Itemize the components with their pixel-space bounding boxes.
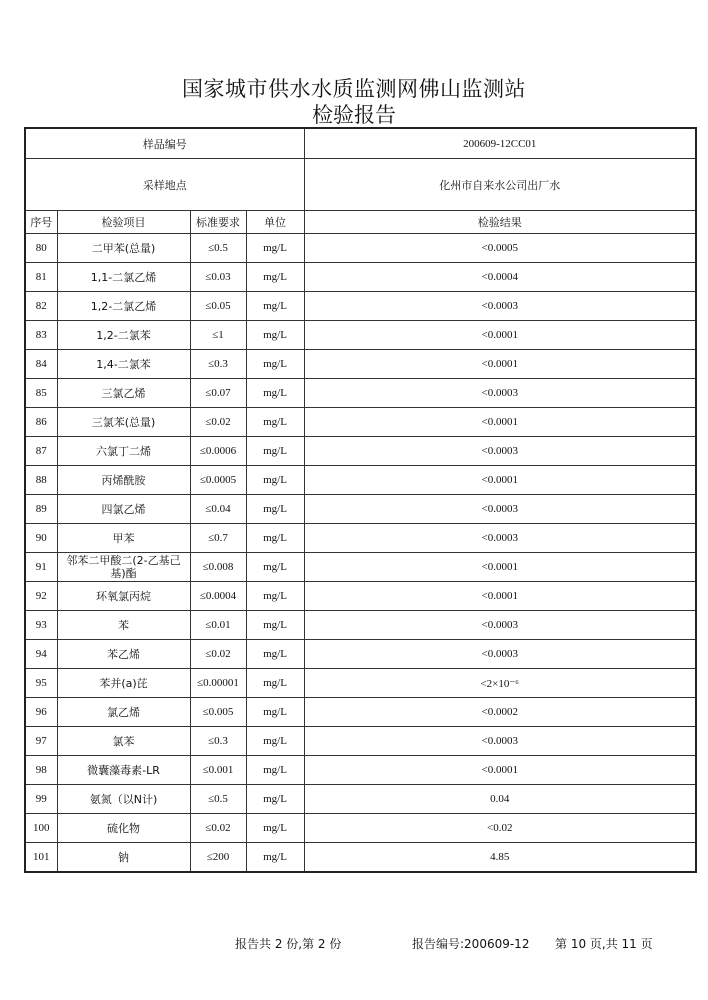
standard-requirement: ≤0.00001	[190, 669, 246, 698]
unit: mg/L	[246, 640, 304, 669]
unit: mg/L	[246, 814, 304, 843]
report-title-block	[0, 76, 708, 128]
col-header-result: 检验结果	[304, 211, 696, 234]
report-subtitle: 检验报告	[312, 103, 396, 127]
standard-requirement: ≤0.5	[190, 234, 246, 263]
unit: mg/L	[246, 698, 304, 727]
test-item: 丙烯酰胺	[57, 466, 190, 495]
standard-requirement: ≤0.7	[190, 524, 246, 553]
standard-requirement: ≤0.02	[190, 814, 246, 843]
table-row	[25, 698, 696, 727]
table-row	[25, 785, 696, 814]
unit: mg/L	[246, 669, 304, 698]
standard-requirement: ≤0.0004	[190, 582, 246, 611]
test-item: 氯乙烯	[57, 698, 190, 727]
unit: mg/L	[246, 466, 304, 495]
row-number: 87	[25, 437, 57, 466]
standard-requirement: ≤0.03	[190, 263, 246, 292]
row-number: 89	[25, 495, 57, 524]
sampling-location-value: 化州市自来水公司出厂水	[304, 159, 696, 211]
standard-requirement: ≤0.001	[190, 756, 246, 785]
row-number: 98	[25, 756, 57, 785]
row-number: 90	[25, 524, 57, 553]
table-row	[25, 495, 696, 524]
standard-requirement: ≤0.3	[190, 727, 246, 756]
test-item: 微囊藻毒素-LR	[57, 756, 190, 785]
row-number: 88	[25, 466, 57, 495]
row-number: 99	[25, 785, 57, 814]
test-result: <0.0001	[304, 350, 696, 379]
test-result: <0.0003	[304, 640, 696, 669]
copies-info: 报告共 2 份,第 2 份	[235, 937, 342, 951]
row-number: 101	[25, 843, 57, 873]
test-result: <0.0003	[304, 727, 696, 756]
test-item: 氯苯	[57, 727, 190, 756]
row-number: 95	[25, 669, 57, 698]
sampling-location-row	[25, 159, 696, 211]
unit: mg/L	[246, 437, 304, 466]
unit: mg/L	[246, 611, 304, 640]
col-header-standard: 标准要求	[190, 211, 246, 234]
col-header-item: 检验项目	[57, 211, 190, 234]
unit: mg/L	[246, 553, 304, 582]
standard-requirement: ≤0.3	[190, 350, 246, 379]
test-item: 苯	[57, 611, 190, 640]
report-number: 报告编号:200609-12	[412, 937, 530, 951]
test-result: <0.0001	[304, 321, 696, 350]
test-result: <0.0003	[304, 611, 696, 640]
sample-number-label: 样品编号	[25, 128, 304, 159]
test-item: 硫化物	[57, 814, 190, 843]
standard-requirement: ≤0.02	[190, 408, 246, 437]
test-result: <0.0001	[304, 756, 696, 785]
unit: mg/L	[246, 350, 304, 379]
sample-number-value: 200609-12CC01	[304, 128, 696, 159]
row-number: 81	[25, 263, 57, 292]
station-title: 国家城市供水水质监测网佛山监测站	[182, 77, 526, 101]
col-header-unit: 单位	[246, 211, 304, 234]
table-row	[25, 263, 696, 292]
table-row	[25, 234, 696, 263]
unit: mg/L	[246, 495, 304, 524]
test-item: 苯并(a)芘	[57, 669, 190, 698]
test-item: 1,2-二氯乙烯	[57, 292, 190, 321]
table-row	[25, 553, 696, 582]
standard-requirement: ≤0.005	[190, 698, 246, 727]
standard-requirement: ≤0.0005	[190, 466, 246, 495]
test-result: <0.0001	[304, 553, 696, 582]
row-number: 84	[25, 350, 57, 379]
unit: mg/L	[246, 263, 304, 292]
standard-requirement: ≤0.02	[190, 640, 246, 669]
test-item: 1,2-二氯苯	[57, 321, 190, 350]
inspection-table	[24, 127, 697, 873]
table-row	[25, 727, 696, 756]
test-item: 甲苯	[57, 524, 190, 553]
row-number: 93	[25, 611, 57, 640]
test-result: <0.0002	[304, 698, 696, 727]
standard-requirement: ≤0.0006	[190, 437, 246, 466]
test-result: <2×10⁻⁶	[304, 669, 696, 698]
standard-requirement: ≤0.008	[190, 553, 246, 582]
table-row	[25, 321, 696, 350]
table-row	[25, 408, 696, 437]
table-row	[25, 640, 696, 669]
standard-requirement: ≤0.05	[190, 292, 246, 321]
standard-requirement: ≤0.5	[190, 785, 246, 814]
unit: mg/L	[246, 843, 304, 873]
unit: mg/L	[246, 524, 304, 553]
test-result: 4.85	[304, 843, 696, 873]
row-number: 82	[25, 292, 57, 321]
standard-requirement: ≤1	[190, 321, 246, 350]
test-result: <0.0003	[304, 524, 696, 553]
table-row	[25, 582, 696, 611]
test-item: 环氧氯丙烷	[57, 582, 190, 611]
column-header-row	[25, 211, 696, 234]
table-row	[25, 524, 696, 553]
test-result: <0.02	[304, 814, 696, 843]
row-number: 94	[25, 640, 57, 669]
test-item: 钠	[57, 843, 190, 873]
page-info: 第 10 页,共 11 页	[555, 937, 653, 951]
row-number: 96	[25, 698, 57, 727]
test-item: 四氯乙烯	[57, 495, 190, 524]
unit: mg/L	[246, 756, 304, 785]
test-result: <0.0003	[304, 292, 696, 321]
test-item: 六氯丁二烯	[57, 437, 190, 466]
test-item: 二甲苯(总量)	[57, 234, 190, 263]
standard-requirement: ≤0.07	[190, 379, 246, 408]
table-row	[25, 756, 696, 785]
test-result: <0.0003	[304, 495, 696, 524]
table-row	[25, 611, 696, 640]
test-result: <0.0001	[304, 582, 696, 611]
test-item: 三氯苯(总量)	[57, 408, 190, 437]
standard-requirement: ≤0.04	[190, 495, 246, 524]
test-item: 邻苯二甲酸二(2-乙基己基)酯	[57, 553, 190, 582]
table-row	[25, 814, 696, 843]
test-item: 1,1-二氯乙烯	[57, 263, 190, 292]
test-item: 苯乙烯	[57, 640, 190, 669]
test-result: <0.0001	[304, 408, 696, 437]
test-item: 氨氮（以N计)	[57, 785, 190, 814]
table-row	[25, 843, 696, 873]
col-header-no: 序号	[25, 211, 57, 234]
table-row	[25, 292, 696, 321]
test-item: 1,4-二氯苯	[57, 350, 190, 379]
unit: mg/L	[246, 321, 304, 350]
unit: mg/L	[246, 379, 304, 408]
unit: mg/L	[246, 785, 304, 814]
test-result: <0.0003	[304, 379, 696, 408]
table-row	[25, 379, 696, 408]
table-row	[25, 350, 696, 379]
test-result: <0.0001	[304, 466, 696, 495]
standard-requirement: ≤0.01	[190, 611, 246, 640]
test-result: <0.0004	[304, 263, 696, 292]
row-number: 80	[25, 234, 57, 263]
unit: mg/L	[246, 234, 304, 263]
row-number: 86	[25, 408, 57, 437]
test-result: <0.0003	[304, 437, 696, 466]
test-result: 0.04	[304, 785, 696, 814]
unit: mg/L	[246, 292, 304, 321]
unit: mg/L	[246, 582, 304, 611]
sampling-location-label: 采样地点	[25, 159, 304, 211]
row-number: 97	[25, 727, 57, 756]
row-number: 85	[25, 379, 57, 408]
sample-number-row	[25, 128, 696, 159]
table-row	[25, 669, 696, 698]
unit: mg/L	[246, 408, 304, 437]
row-number: 91	[25, 553, 57, 582]
test-result: <0.0005	[304, 234, 696, 263]
test-item: 三氯乙烯	[57, 379, 190, 408]
row-number: 100	[25, 814, 57, 843]
row-number: 92	[25, 582, 57, 611]
standard-requirement: ≤200	[190, 843, 246, 873]
unit: mg/L	[246, 727, 304, 756]
table-row	[25, 437, 696, 466]
row-number: 83	[25, 321, 57, 350]
table-row	[25, 466, 696, 495]
